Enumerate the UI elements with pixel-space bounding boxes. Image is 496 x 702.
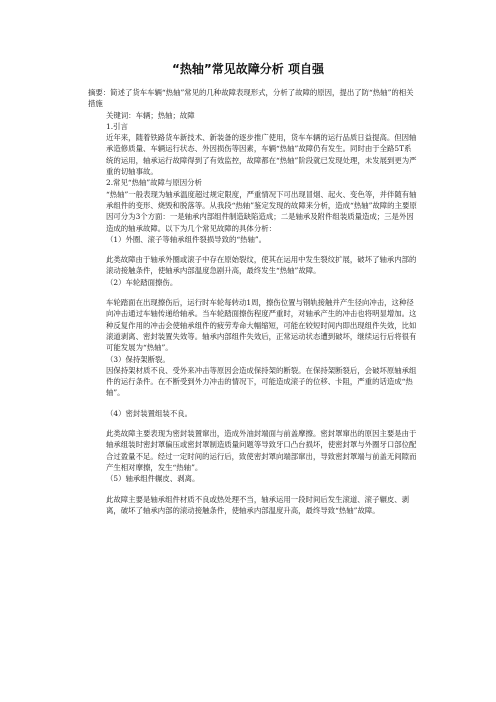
item-5-heading: （5）轴承组件辗皮、剥离。	[106, 474, 200, 484]
section-1-heading: 1.引言	[106, 121, 128, 131]
document-body	[88, 87, 418, 516]
section-2-text: “热轴”一般表现为轴承温度超过规定限度，严重情况下可出现冒烟、起火、变色等，并伴随有轴承组件的变形、烧毁和脱落等。从我段“热轴”鉴定发现的故障来分析，造成“热轴”故障的主要原因可分为3个方面：一是轴承内部组件制造缺陷造成；二是轴承及附件组装质量造成；三是外因造成的轴承故障。以下为几个常见故障的具体分析：	[106, 189, 417, 233]
item-2-text: 车轮踏面在出现擦伤后，运行时车轮每转动1周，擦伤位置与钢轨接触并产生径向冲击，这种径向冲击通过车轴传递给轴承。当车轮踏面擦伤程度严重时，对轴承产生的冲击也将明显增加。这种反复作用的冲击会使轴承组件的疲劳寿命大幅缩短，可能在较短时间内即出现组件失效，比如滚道剥离、密封装置失效等。轴承内部组件失效后，正常运动状态遭到破坏，继续运行后将很有可能发展为“热轴”。	[106, 298, 417, 353]
document-title: “热轴”常见故障分析 项自强	[172, 62, 324, 76]
item-2-heading: （2）车轮踏面擦伤。	[106, 277, 178, 287]
section-1-text: 近年来，随着铁路货车新技术、新装备的逐步推广使用，货车车辆的运行品质日益提高。但因轴承造修质量、车辆运行状态、外因损伤等因素，车辆“热轴”故障仍有发生。同时由于全路5T系统的运用，轴承运行故障得到了有效监控，故障都在“热轴”阶段就已发现处理，未发展到更为严重的切轴事故。	[106, 133, 417, 177]
item-1-text: 此类故障由于轴承外圈或滚子中存在原始裂纹，使其在运用中发生裂纹扩展，破坏了轴承内部的滚动接触条件，使轴承内部温度急剧升高，最终发生“热轴”故障。	[106, 255, 417, 276]
item-5-text: 此故障主要是轴承组件材质不良或热处理不当，轴承运用一段时间后发生滚道、滚子辗皮、剥离，破坏了轴承内部的滚动接触条件，使轴承内部温度升高，最终导致“热轴”故障。	[106, 494, 410, 515]
item-3-text: 因保持架材质不良、受外来冲击等原因会造成保持架的断裂。在保持架断裂后，会破坏原轴承组件的运行条件。在不断受到外力冲击的情况下，可能造成滚子的位移、卡阻，严重的话造成“热轴”。	[106, 365, 417, 398]
keywords: 关键词：车辆；热轴；故障	[106, 110, 195, 120]
item-4-text: 此类故障主要表现为密封装置窜出，造成外油封端面与前盖摩擦。密封罩窜出的原因主要是由于轴承组装时密封罩偏压或密封罩制造质量问题等导致牙口凸台损坏，使密封罩与外圈牙口部位配合过盈量不足。经过一定时间的运行后，致使密封罩向端部窜出，导致密封罩端与前盖无间隙而产生相对摩擦，发生“热轴”。	[106, 429, 417, 472]
section-2-heading: 2.常见“热轴”故障与原因分析	[106, 178, 202, 188]
item-4-heading: （4）密封装置组装不良。	[106, 408, 193, 418]
abstract: 摘要：简述了货车车辆“热轴”常见的几种故障表现形式，分析了故障的原因，提出了防“热轴”的相关措施	[88, 88, 414, 109]
item-3-heading: （3）保持架断裂。	[106, 354, 170, 364]
item-1-heading: （1）外圈、滚子等轴承组件裂损导致的“热轴”。	[106, 234, 267, 244]
